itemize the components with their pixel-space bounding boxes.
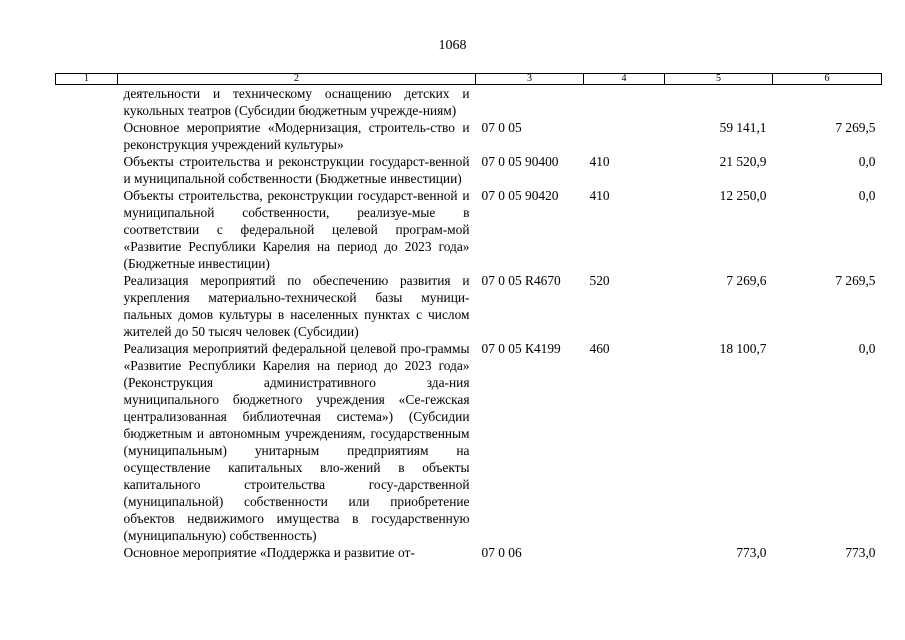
- row-code: 07 0 05: [481, 120, 522, 135]
- row-col1: [56, 544, 118, 561]
- row-value-5: 7 269,6: [726, 273, 767, 288]
- row-value-6: [773, 85, 882, 120]
- row-expense-type: [584, 544, 665, 561]
- column-number-2: 2: [118, 74, 476, 85]
- row-col1: [56, 119, 118, 153]
- table-header: [56, 74, 882, 85]
- table-row: [56, 153, 882, 187]
- row-value-6: 0,0: [858, 188, 876, 203]
- row-value-5: 18 100,7: [719, 341, 767, 356]
- row-name: деятельности и техническому оснащению детских и кукольных театров (Субсидии бюджетным учрежде-ниям): [123, 86, 470, 118]
- column-number-4: 4: [584, 74, 665, 85]
- row-value-5: 12 250,0: [719, 188, 767, 203]
- row-value-6: 7 269,5: [835, 273, 876, 288]
- table-row: [56, 544, 882, 561]
- row-value-5: 21 520,9: [719, 154, 767, 169]
- row-name: Основное мероприятие «Модернизация, строитель-ство и реконструкция учреждений культуры»: [123, 120, 470, 152]
- table-row: [56, 119, 882, 153]
- row-col1: [56, 153, 118, 187]
- row-name: Объекты строительства и реконструкции государст-венной и муниципальной собственности (Бюджетные инвестиции): [123, 154, 470, 186]
- row-value-6: 7 269,5: [835, 120, 876, 135]
- column-number-row: [56, 74, 882, 85]
- row-expense-type: 520: [589, 273, 610, 288]
- table-row: [56, 340, 882, 544]
- column-number-5: 5: [665, 74, 773, 85]
- row-code: 07 0 05 К4199: [481, 341, 561, 356]
- row-col1: [56, 340, 118, 544]
- column-number-3: 3: [476, 74, 584, 85]
- row-value-5: 59 141,1: [719, 120, 767, 135]
- column-number-6: 6: [773, 74, 882, 85]
- table-row: [56, 85, 882, 120]
- row-code: 07 0 05 R4670: [481, 273, 561, 288]
- row-code: 07 0 05 90420: [481, 188, 559, 203]
- row-name: Реализация мероприятий федеральной целевой про-граммы «Развитие Республики Карелия на период до 2023 года» (Реконструкция административного зда-ния муниципального бюджетного учреждения «Се-гежская централизованная библиотечная система») (Субсидии бюджетным и автономным учреждениям, государственным (муниципальным) унитарным предприятиям на осуществление капитальных вло-жений в объекты капитального строительства госу-дарственной (муниципальной) собственности или приобретение объектов недвижимого имущества в государственную (муниципальную) собственность): [123, 341, 470, 543]
- row-expense-type: 410: [589, 154, 610, 169]
- row-name: Реализация мероприятий по обеспечению развития и укрепления материально-технической базы муници-пальных домов культуры в населенных пунктах с числом жителей до 50 тысяч человек (Субсидии): [123, 273, 470, 339]
- row-value-6: 0,0: [858, 154, 876, 169]
- budget-table: [55, 73, 882, 561]
- row-name: Объекты строительства, реконструкции государст-венной и муниципальной собственности, реализуе-мые в соответствии с федеральной целевой програм-мой «Развитие Республики Карелия на период до 2023 года» (Бюджетные инвестиции): [123, 188, 470, 271]
- row-code: 07 0 05 90400: [481, 154, 559, 169]
- row-col1: [56, 85, 118, 120]
- table-row: [56, 187, 882, 272]
- row-col1: [56, 187, 118, 272]
- row-value-6: 0,0: [858, 341, 876, 356]
- row-expense-type: 410: [589, 188, 610, 203]
- row-expense-type: [584, 119, 665, 153]
- row-value-5: 773,0: [736, 545, 767, 560]
- row-col1: [56, 272, 118, 340]
- table-row: [56, 272, 882, 340]
- row-value-5: [665, 85, 773, 120]
- page-number: 1068: [438, 38, 467, 53]
- row-code: [476, 85, 584, 120]
- table-body: [56, 85, 882, 562]
- row-expense-type: [584, 85, 665, 120]
- row-code: 07 0 06: [481, 545, 522, 560]
- row-value-6: 773,0: [845, 545, 876, 560]
- row-expense-type: 460: [589, 341, 610, 356]
- row-name: Основное мероприятие «Поддержка и развитие от-: [123, 545, 415, 560]
- column-number-1: 1: [56, 74, 118, 85]
